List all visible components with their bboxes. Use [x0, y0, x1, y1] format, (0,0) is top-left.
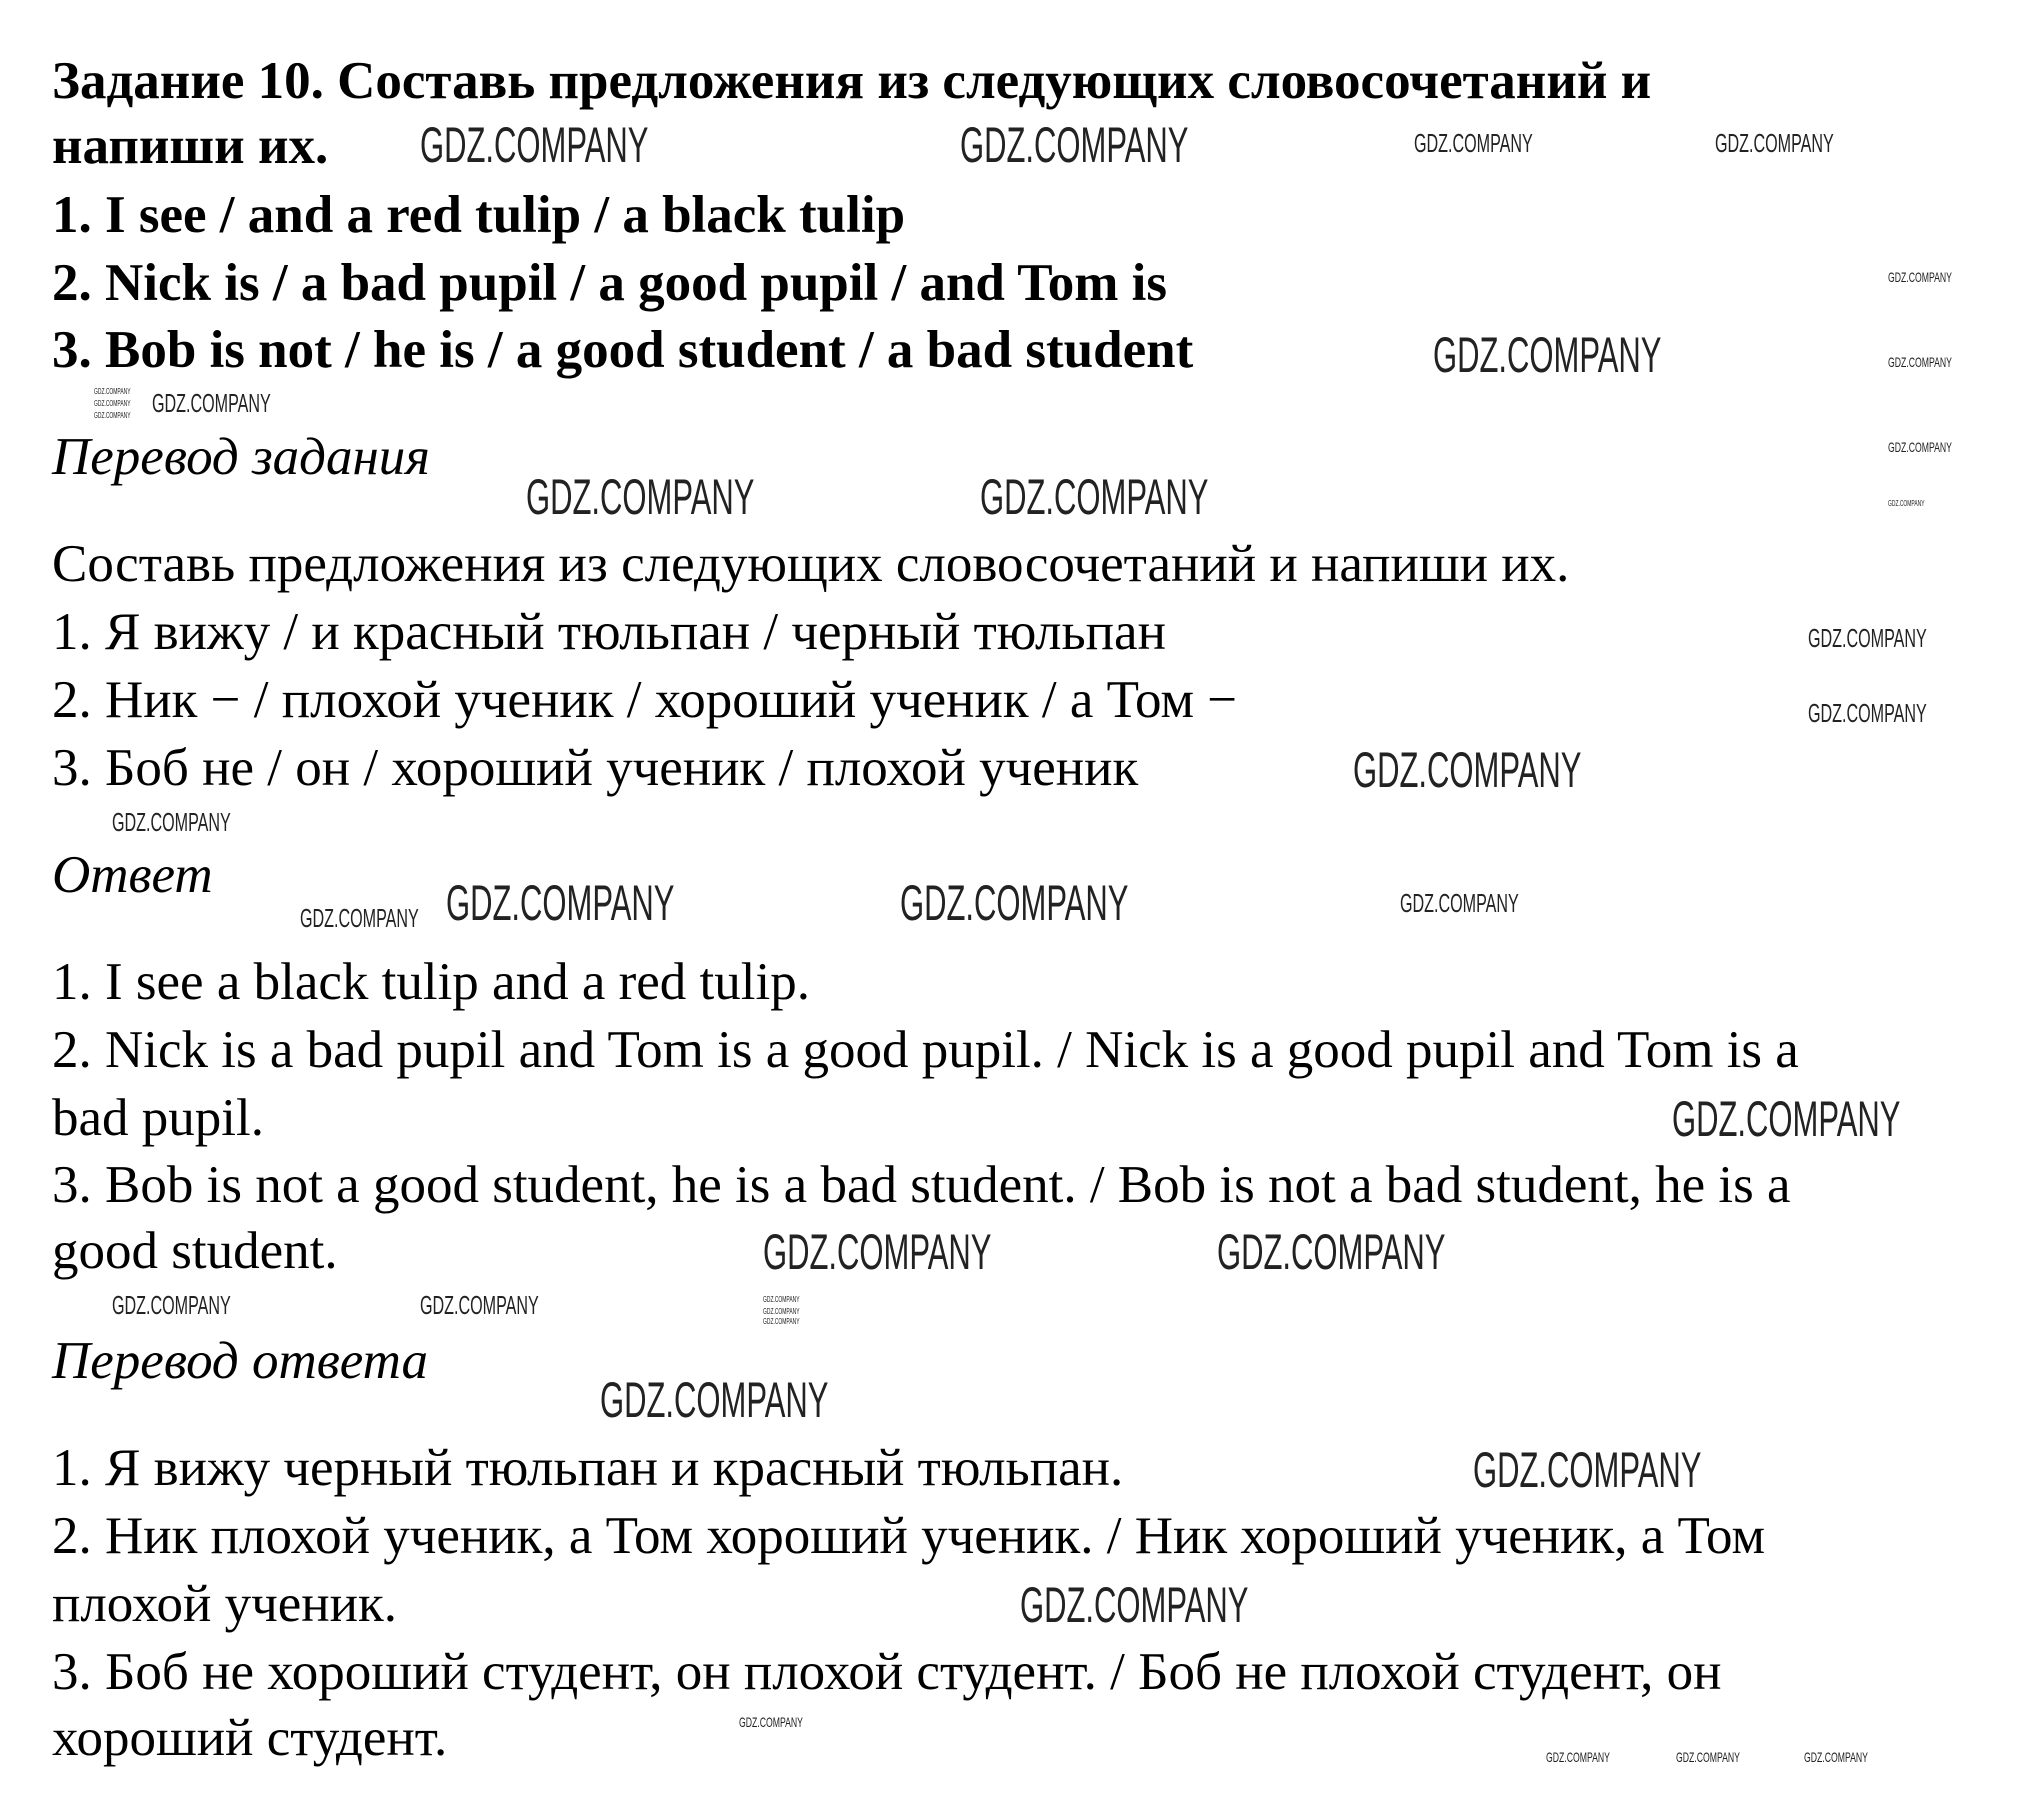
- watermark-text: GDZ.COMPANY: [900, 875, 1129, 931]
- watermark-text: GDZ.COMPANY: [1217, 1224, 1446, 1280]
- watermark-text: GDZ.COMPANY: [526, 469, 755, 525]
- watermark-text: GDZ.COMPANY: [600, 1372, 829, 1428]
- watermark-text: GDZ.COMPANY: [1808, 623, 1927, 653]
- answer-translation-line: хороший студент.: [52, 1709, 448, 1767]
- answer-line: 1. I see a black tulip and a red tulip.: [52, 953, 810, 1011]
- answer-line: good student.: [52, 1222, 338, 1280]
- watermark-text: GDZ.COMPANY: [112, 807, 231, 837]
- watermark-text: GDZ.COMPANY: [420, 1290, 539, 1320]
- watermark-text: GDZ.COMPANY: [1020, 1577, 1249, 1633]
- watermark-text: GDZ.COMPANY: [763, 1307, 800, 1316]
- watermark-text: GDZ.COMPANY: [1473, 1442, 1702, 1498]
- task-item: 1. I see / and a red tulip / a black tulip: [52, 186, 906, 244]
- answer-line: 3. Bob is not a good student, he is a bad student. / Bob is not a bad student, he is a: [52, 1156, 1791, 1214]
- watermark-text: GDZ.COMPANY: [446, 875, 675, 931]
- task-item: 2. Nick is / a bad pupil / a good pupil / and Tom is: [52, 254, 1167, 312]
- watermark-text: GDZ.COMPANY: [420, 117, 649, 173]
- watermark-text: GDZ.COMPANY: [1353, 742, 1582, 798]
- watermark-text: GDZ.COMPANY: [1400, 888, 1519, 918]
- watermark-text: GDZ.COMPANY: [1676, 1749, 1740, 1765]
- watermark-text: GDZ.COMPANY: [112, 1290, 231, 1320]
- watermark-text: GDZ.COMPANY: [1808, 698, 1927, 728]
- task-translation-title: Перевод задания: [52, 428, 430, 486]
- answer-translation-line: 3. Боб не хороший студент, он плохой студент. / Боб не плохой студент, он: [52, 1643, 1722, 1701]
- watermark-text: GDZ.COMPANY: [1672, 1091, 1901, 1147]
- answer-line: bad pupil.: [52, 1089, 264, 1147]
- watermark-text: GDZ.COMPANY: [94, 399, 131, 408]
- watermark-text: GDZ.COMPANY: [763, 1317, 800, 1326]
- answer-translation-line: 2. Ник плохой ученик, а Том хороший ученик. / Ник хороший ученик, а Том: [52, 1507, 1765, 1565]
- watermark-text: GDZ.COMPANY: [94, 411, 131, 420]
- answer-translation-line: 1. Я вижу черный тюльпан и красный тюльпан.: [52, 1439, 1124, 1497]
- watermark-text: GDZ.COMPANY: [980, 469, 1209, 525]
- answer-translation-line: плохой ученик.: [52, 1575, 397, 1633]
- watermark-text: GDZ.COMPANY: [1546, 1749, 1610, 1765]
- task-heading-line-1: Задание 10. Составь предложения из следующих словосочетаний и: [52, 52, 1652, 110]
- answer-title: Ответ: [52, 846, 213, 904]
- task-heading-line-2: напиши их.: [52, 117, 329, 175]
- watermark-text: GDZ.COMPANY: [94, 387, 131, 396]
- watermark-text: GDZ.COMPANY: [1433, 327, 1662, 383]
- watermark-text: GDZ.COMPANY: [960, 117, 1189, 173]
- task-translation-line: 2. Ник − / плохой ученик / хороший ученик / а Том −: [52, 671, 1238, 729]
- task-item: 3. Bob is not / he is / a good student / a bad student: [52, 321, 1194, 379]
- watermark-text: GDZ.COMPANY: [1414, 128, 1533, 158]
- watermark-text: GDZ.COMPANY: [300, 903, 419, 933]
- watermark-text: GDZ.COMPANY: [739, 1714, 803, 1730]
- watermark-text: GDZ.COMPANY: [763, 1295, 800, 1304]
- watermark-text: GDZ.COMPANY: [1888, 269, 1952, 285]
- watermark-text: GDZ.COMPANY: [763, 1224, 992, 1280]
- task-translation-line: 1. Я вижу / и красный тюльпан / черный тюльпан: [52, 603, 1166, 661]
- watermark-text: GDZ.COMPANY: [1888, 354, 1952, 370]
- watermark-text: GDZ.COMPANY: [1888, 499, 1925, 508]
- answer-line: 2. Nick is a bad pupil and Tom is a good pupil. / Nick is a good pupil and Tom is a: [52, 1021, 1799, 1079]
- watermark-text: GDZ.COMPANY: [1715, 128, 1834, 158]
- watermark-text: GDZ.COMPANY: [1888, 439, 1952, 455]
- answer-translation-title: Перевод ответа: [52, 1332, 429, 1390]
- watermark-text: GDZ.COMPANY: [152, 388, 271, 418]
- task-translation-line: Составь предложения из следующих словосочетаний и напиши их.: [52, 535, 1570, 593]
- task-translation-line: 3. Боб не / он / хороший ученик / плохой ученик: [52, 739, 1139, 797]
- watermark-text: GDZ.COMPANY: [1804, 1749, 1868, 1765]
